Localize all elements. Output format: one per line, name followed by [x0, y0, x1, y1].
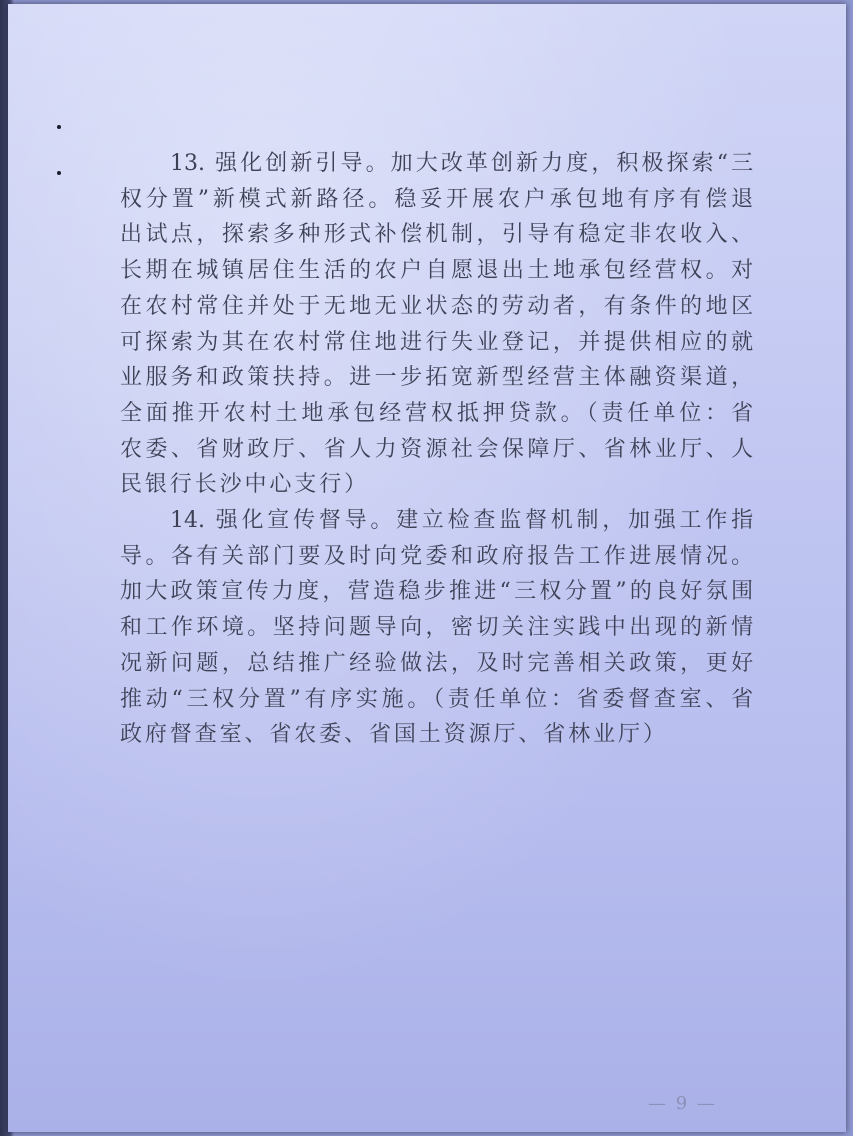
page-number: — 9 — [648, 1093, 717, 1114]
paragraph-text: 强化创新引导。加大改革创新力度，积极探索“三权分置”新模式新路径。稳妥开展农户承包地有序有偿退出试点，探索多种形式补偿机制，引导有稳定非农收入、长期在城镇居住生活的农户自愿退出土地承包经营权。对在农村常住并处于无地无业状态的劳动者，有条件的地区可探索为其在农村常住地进行失业登记，并提供相应的就业服务和政策扶持。进一步拓宽新型经营主体融资渠道，全面推开农村土地承包经营权抵押贷款。（责任单位：省农委、省财政厅、省人力资源社会保障厅、省林业厅、人民银行长沙中心支行） [120, 151, 756, 498]
paragraph-14 [120, 503, 756, 753]
paragraph-text: 强化宣传督导。建立检查监督机制，加强工作指导。各有关部门要及时向党委和政府报告工作进展情况。加大政策宣传力度，营造稳步推进“三权分置”的良好氛围和工作环境。坚持问题导向，密切关注实践中出现的新情况新问题，总结推广经验做法，及时完善相关政策，更好推动“三权分置”有序实施。（责任单位：省委督查室、省政府督查室、省农委、省国土资源厅、省林业厅） [120, 508, 756, 748]
paragraph-13 [120, 146, 756, 503]
paragraph-number: 13. [170, 151, 205, 176]
document-page [8, 4, 846, 1132]
document-body [120, 146, 756, 753]
paragraph-number: 14. [170, 508, 205, 534]
binding-hole-mark [57, 171, 61, 175]
binding-hole-mark [57, 125, 61, 129]
